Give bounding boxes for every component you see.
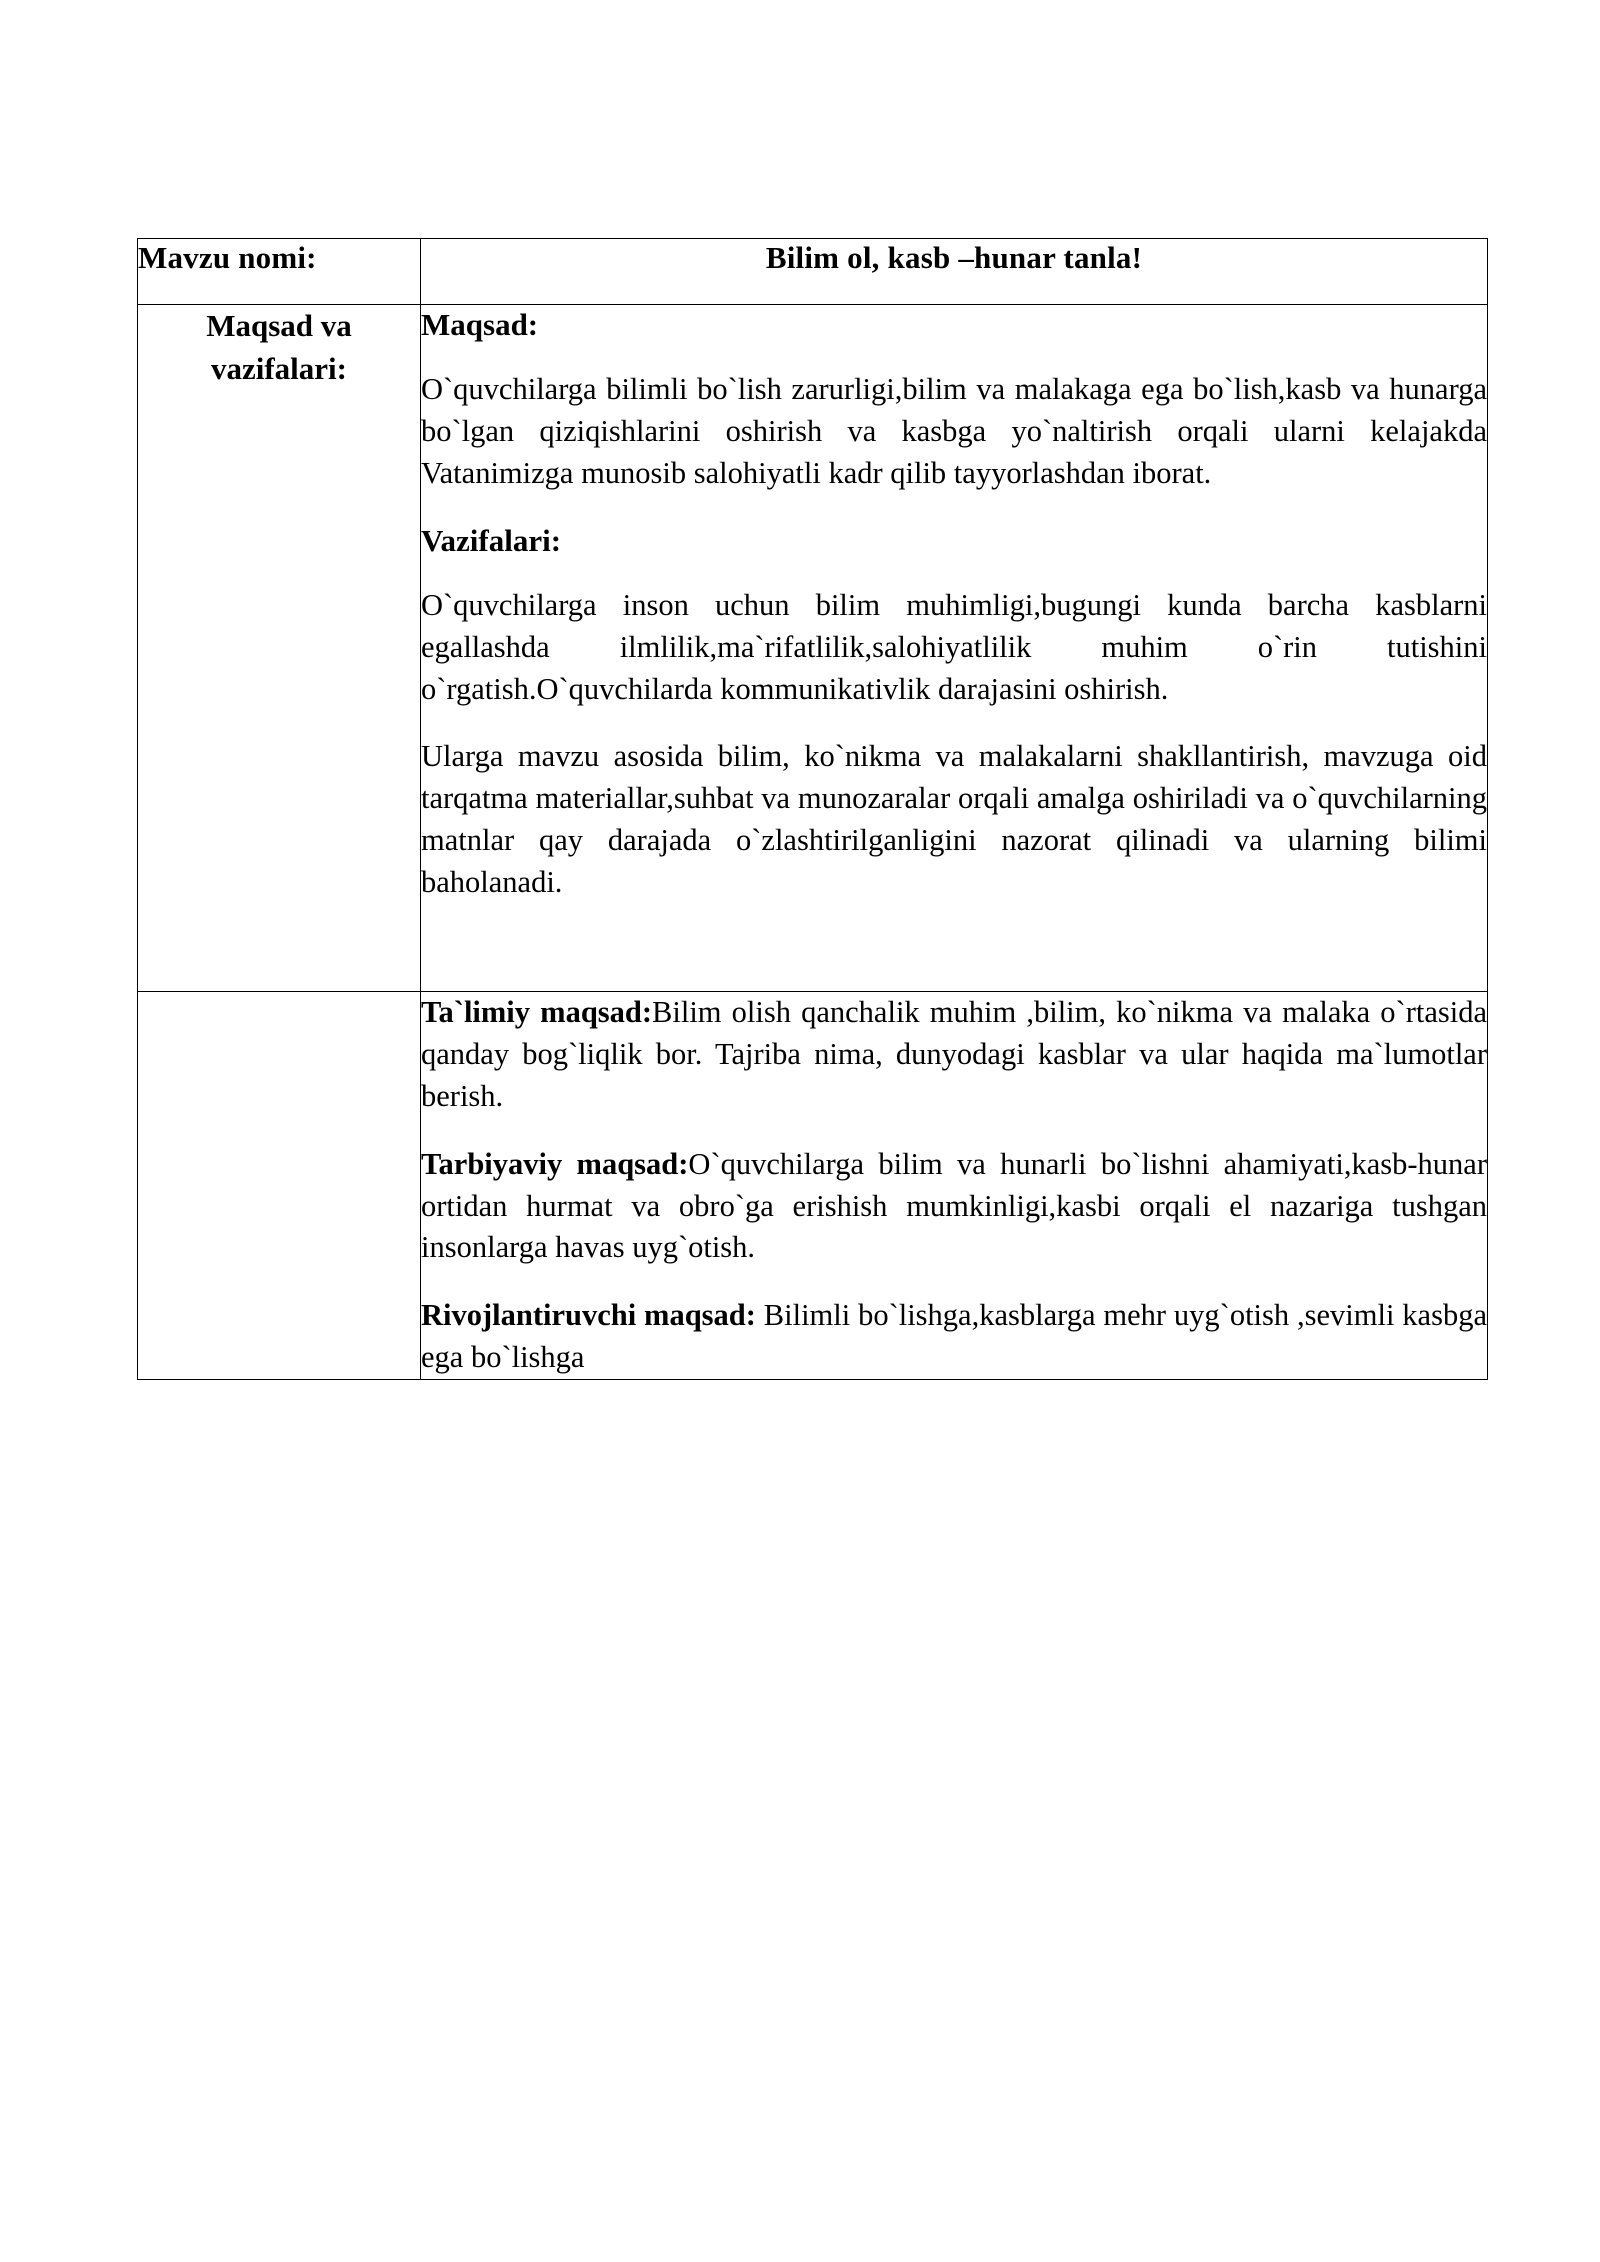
- table-row-objectives: [138, 992, 1488, 1379]
- heading-vazifalari: Vazifalari:: [421, 522, 562, 558]
- goals-cell-spacer: [421, 929, 1487, 991]
- lead-rivojlantiruvchi-maqsad: Rivojlantiruvchi maqsad:: [421, 1298, 756, 1333]
- table-row-header: [138, 239, 1488, 305]
- topic-title-text: Bilim ol, kasb –hunar tanla!: [765, 240, 1143, 275]
- paragraph-talimiy-maqsad: [421, 992, 1487, 1117]
- paragraph-vazifalari-body: O`quvchilarga inson uchun bilim muhimligi,bugungi kunda barcha kasblarni egallashda ilmlilik,ma`rifatlilik,salohiyatlilik muhim o`rin tutishini o`rgatish.O`quvchilarda kommunikativlik darajasini oshirish.: [421, 587, 1487, 706]
- lead-tarbiyaviy-maqsad: Tarbiyaviy maqsad:: [421, 1146, 689, 1181]
- table-row-goals: [138, 305, 1488, 992]
- goals-label-text: Maqsad va vazifalari:: [206, 308, 352, 386]
- cell-goals-label: [138, 305, 421, 992]
- heading-maqsad: Maqsad:: [421, 307, 539, 342]
- paragraph-tarbiyaviy-maqsad: [421, 1144, 1487, 1269]
- lesson-plan-table: [137, 238, 1488, 1380]
- cell-objectives-body: [421, 992, 1488, 1379]
- cell-goals-body: [421, 305, 1488, 992]
- lead-talimiy-maqsad: Ta`limiy maqsad:: [421, 995, 653, 1030]
- cell-objectives-label: [138, 992, 421, 1379]
- paragraph-rivojlantiruvchi-clip: [421, 1295, 1487, 1379]
- cell-topic-title: [421, 239, 1488, 305]
- text-tarbiyaviy-maqsad: O`quvchilarga bilim va hunarli bo`lishni ahamiyati,kasb-hunar ortidan hurmat va obro`ga erishish mumkinligi,kasbi orqali el nazariga tushgan insonlarga havas uyg`otish.: [421, 1146, 1487, 1265]
- text-talimiy-maqsad: Bilim olish qanchalik muhim ,bilim, ko`nikma va malaka o`rtasida qanday bog`liqlik bor. Tajriba nima, dunyodagi kasblar va ular haqida ma`lumotlar berish.: [421, 995, 1487, 1113]
- paragraph-ularga-mavzu: Ularga mavzu asosida bilim, ko`nikma va malakalarni shakllantirish, mavzuga oid tarqatma materiallar,suhbat va munozaralar orqali amalga oshiriladi va o`quvchilarning matnlar qay darajada o`zlashtirilganligini nazorat qilinadi va ularning bilimi baholanadi.: [421, 739, 1487, 899]
- cell-topic-label: [138, 239, 421, 305]
- paragraph-rivojlantiruvchi-maqsad: [421, 1295, 1487, 1379]
- text-rivojlantiruvchi-maqsad: Bilimli bo`lishga,kasblarga mehr uyg`otish ,sevimli kasbga ega bo`lishga: [421, 1298, 1487, 1374]
- paragraph-maqsad-body: O`quvchilarga bilimli bo`lish zarurligi,bilim va malakaga ega bo`lish,kasb va hunarga bo`lgan qiziqishlarini oshirish va kasbga yo`naltirish orqali ularni kelajakda Vatanimizga munosib salohiyatli kadr qilib tayyorlashdan iborat.: [421, 372, 1487, 490]
- topic-label-text: Mavzu nomi:: [138, 240, 317, 275]
